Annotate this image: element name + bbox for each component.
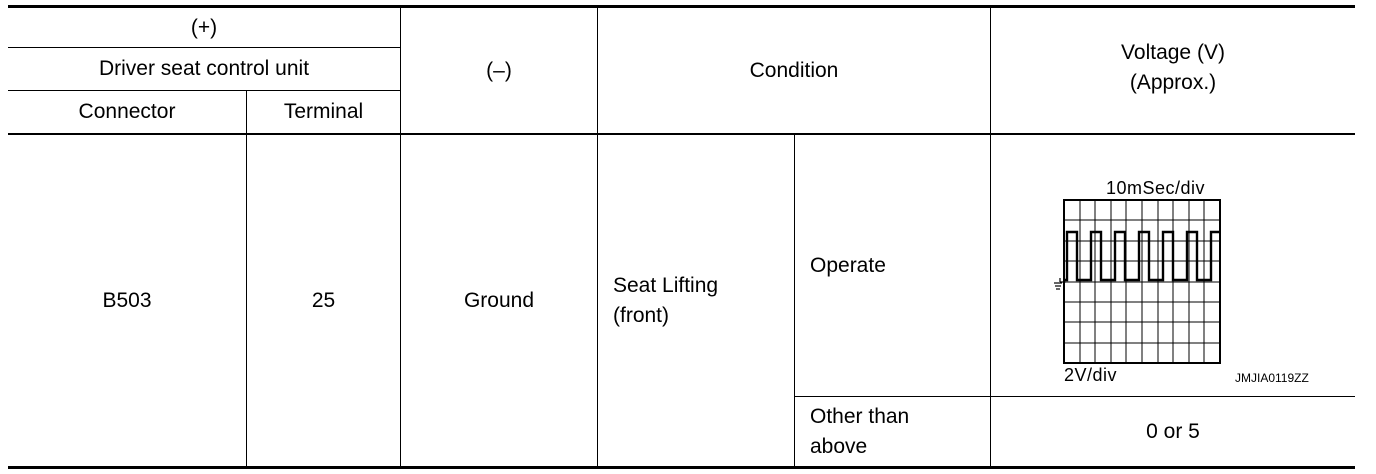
- cell-ground-text: Ground: [463, 288, 535, 312]
- header-voltage-line2: (Approx.): [1129, 71, 1217, 94]
- scope-grid: [1064, 200, 1220, 363]
- header-terminal: [247, 91, 400, 133]
- header-terminal-text: Terminal: [283, 100, 364, 123]
- cell-ground: [401, 135, 597, 466]
- header-unit: [8, 48, 400, 90]
- volt-scale-label: 2V/div: [1064, 365, 1118, 385]
- cell-state-other-line2: above: [810, 434, 868, 458]
- header-voltage: [991, 8, 1355, 128]
- header-minus: [401, 8, 597, 133]
- header-unit-text: Driver seat control unit: [98, 57, 310, 80]
- header-connector-text: Connector: [78, 100, 176, 123]
- cell-condition-line2: (front): [613, 303, 670, 327]
- cell-condition: [598, 135, 794, 466]
- figure-code: JMJIA0119ZZ: [1235, 371, 1309, 385]
- cell-connector-text: B503: [102, 288, 152, 312]
- header-condition-text: Condition: [749, 58, 839, 82]
- cell-value-other: [991, 397, 1355, 466]
- header-minus-text: (–): [486, 58, 512, 82]
- cell-terminal-text: 25: [311, 288, 336, 312]
- cell-terminal: [247, 135, 400, 466]
- time-scale-label: 10mSec/div: [1106, 178, 1206, 198]
- cell-state-operate-text: Operate: [810, 253, 886, 277]
- header-voltage-line1: Voltage (V): [1121, 41, 1225, 64]
- waveform-svg: [1030, 170, 1330, 385]
- cell-state-operate: [795, 135, 990, 396]
- cell-condition-line1: Seat Lifting: [613, 273, 719, 297]
- cell-state-other-line1: Other than: [810, 404, 910, 428]
- table-bottom-border: [8, 466, 1355, 469]
- cell-connector: [8, 135, 246, 466]
- header-plus: [8, 8, 400, 47]
- cell-value-other-text: 0 or 5: [1146, 419, 1200, 443]
- header-condition: [598, 8, 990, 133]
- header-connector: [8, 91, 246, 133]
- header-plus-text: (+): [190, 15, 218, 39]
- cell-state-other: [795, 397, 990, 466]
- oscilloscope-waveform: [1030, 170, 1330, 385]
